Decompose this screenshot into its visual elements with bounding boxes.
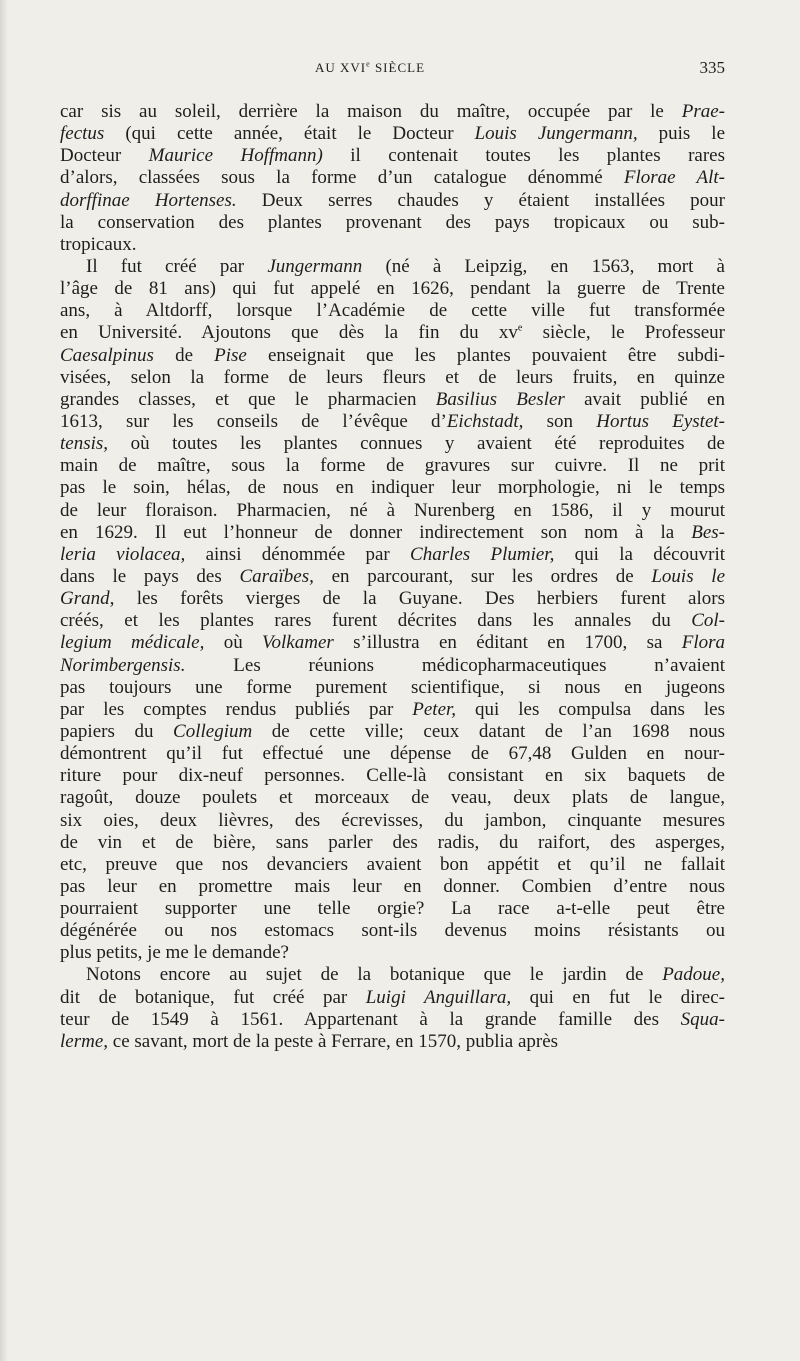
text-run: Docteur <box>60 145 149 167</box>
text-line <box>60 322 725 344</box>
text-run: main de maître, sous la forme de gravures sur cuivre. Il ne prit <box>60 455 725 477</box>
text-run: démontrent qu’il fut effectué une dépense de 67,48 Gulden en nour- <box>60 743 725 765</box>
text-line <box>60 455 725 477</box>
text-line <box>60 544 725 566</box>
text-run: en parcourant, sur les ordres de <box>313 565 652 587</box>
text-run: 1613, sur les conseils de l’évêque d’ <box>60 410 447 432</box>
italic-text-run: Caesalpinus <box>60 344 154 366</box>
running-title-rest: SIÈCLE <box>370 60 426 75</box>
text-run: papiers du <box>60 720 174 742</box>
italic-text-run: fectus <box>60 123 105 145</box>
text-line <box>60 522 725 544</box>
body-text <box>60 101 725 1053</box>
text-line <box>60 964 725 986</box>
text-line <box>60 566 725 588</box>
text-run: qui en fut le direc- <box>511 986 725 1008</box>
italic-text-run: Luigi Anguillara, <box>365 986 512 1008</box>
text-line <box>60 721 725 743</box>
text-run: ans, à Altdorff, lorsque l’Académie de cette ville fut transformée <box>60 300 725 322</box>
text-run: teur de 1549 à 1561. Appartenant à la grande famille des <box>60 1008 681 1030</box>
italic-text-run: Flora <box>681 632 725 654</box>
text-run: avait publié en <box>564 388 725 410</box>
italic-text-run: Pise <box>214 344 247 366</box>
text-run: Il fut créé par <box>86 255 268 277</box>
italic-text-run: Louis Jungermann, <box>474 123 638 145</box>
text-run: Notons encore au sujet de la botanique que le jardin de <box>86 964 663 986</box>
text-run: où <box>204 632 263 654</box>
italic-text-run: Bes- <box>691 521 725 543</box>
text-line <box>60 411 725 433</box>
text-line <box>60 167 725 189</box>
text-line <box>60 787 725 809</box>
running-title <box>315 60 425 76</box>
italic-text-run: Hortus Eystet- <box>596 410 725 432</box>
text-line <box>60 677 725 699</box>
text-line <box>60 699 725 721</box>
text-run: de cette ville; ceux datant de l’an 1698 nous <box>252 720 725 742</box>
text-run: grandes classes, et que le pharmacien <box>60 388 436 410</box>
text-run: les forêts vierges de la Guyane. Des herbiers furent alors <box>114 588 725 610</box>
text-run: (né à Leipzig, en 1563, mort à <box>362 255 725 277</box>
text-run: puis le <box>637 123 725 145</box>
text-run: six oies, deux lièvres, des écrevisses, du jambon, cinquante mesures <box>60 809 725 831</box>
text-line <box>60 367 725 389</box>
running-title-superscript: e <box>366 59 371 69</box>
text-run: Les réunions médicopharmaceutiques n’avaient <box>185 654 725 676</box>
text-run: ainsi dénommée par <box>185 543 411 565</box>
page-binding-shadow <box>0 0 8 1361</box>
text-run: s’illustra en éditant en 1700, sa <box>333 632 682 654</box>
text-run: (qui cette année, était le Docteur <box>104 123 475 145</box>
text-run: riture pour dix-neuf personnes. Celle-là consistant en six baquets de <box>60 765 725 787</box>
running-header <box>60 60 725 80</box>
text-line <box>60 389 725 411</box>
text-run: car sis au soleil, derrière la maison du maître, occupée par le <box>60 101 682 122</box>
text-run: de vin et de bière, sans parler des radis, du raifort, des asperges, <box>60 831 725 853</box>
text-line <box>60 345 725 367</box>
text-line <box>60 300 725 322</box>
page-number: 335 <box>699 58 725 77</box>
text-line <box>60 588 725 610</box>
text-run: visées, selon la forme de leurs fleurs et de leurs fruits, en quinze <box>60 366 725 388</box>
text-line <box>60 1031 725 1053</box>
text-run: créés, et les plantes rares furent décrites dans les annales du <box>60 610 692 632</box>
text-run: de leur floraison. Pharmacien, né à Nurenberg en 1586, il y mourut <box>60 499 725 521</box>
text-line <box>60 101 725 123</box>
italic-text-run: Basilius Besler <box>435 388 565 410</box>
text-line <box>60 278 725 300</box>
italic-text-run: Volkamer <box>262 632 334 654</box>
text-line <box>60 256 725 278</box>
italic-text-run: Louis le <box>651 565 725 587</box>
italic-text-run: Caraïbes, <box>239 565 314 587</box>
text-run: son <box>523 410 597 432</box>
text-line <box>60 810 725 832</box>
italic-text-run: Florae Alt- <box>623 167 725 189</box>
text-run: d’alors, classées sous la forme d’un catalogue dénommé <box>60 167 624 189</box>
text-run: par les comptes rendus publiés par <box>60 698 413 720</box>
text-line <box>60 433 725 455</box>
text-line <box>60 234 725 256</box>
italic-text-run: legium médicale, <box>60 632 205 654</box>
text-line <box>60 655 725 677</box>
text-run: pourraient supporter une telle orgie? La race a-t-elle peut être <box>60 898 725 920</box>
text-line <box>60 898 725 920</box>
text-run: dégénérée ou nos estomacs sont-ils devenus moins résistants ou <box>60 920 725 942</box>
text-line <box>60 920 725 942</box>
italic-text-run: Padoue, <box>662 964 725 986</box>
text-line <box>60 743 725 765</box>
italic-text-run: leria violacea, <box>60 543 186 565</box>
italic-text-run: dorffinae Hortenses. <box>60 189 237 211</box>
text-run: enseignait que les plantes pouvaient être subdi- <box>246 344 725 366</box>
text-run: l’âge de 81 ans) qui fut appelé en 1626, pendant la guerre de Trente <box>60 278 725 300</box>
text-line <box>60 610 725 632</box>
italic-text-run: Norimbergensis. <box>60 654 186 676</box>
text-line <box>60 632 725 654</box>
text-line <box>60 876 725 898</box>
italic-text-run: Maurice Hoffmann) <box>148 145 323 167</box>
italic-text-run: Grand, <box>60 588 115 610</box>
text-run: tropicaux. <box>60 233 137 255</box>
text-run: qui la découvrit <box>554 543 725 565</box>
italic-text-run: Prae- <box>681 101 725 122</box>
text-run: ce savant, mort de la peste à Ferrare, en 1570, publia après <box>108 1030 559 1052</box>
text-line <box>60 477 725 499</box>
text-line <box>60 123 725 145</box>
text-run: de <box>153 344 215 366</box>
text-run: pas leur en promettre mais leur en donner. Combien d’entre nous <box>60 875 725 897</box>
text-run: il contenait toutes les plantes rares <box>322 145 725 167</box>
text-run: ragoût, douze poulets et morceaux de veau, deux plats de langue, <box>60 787 725 809</box>
text-line <box>60 832 725 854</box>
text-line <box>60 987 725 1009</box>
text-line <box>60 942 725 964</box>
text-run: pas toujours une forme purement scientifique, si nous en jugeons <box>60 676 725 698</box>
text-run: siècle, le Professeur <box>522 322 725 344</box>
text-run: qui les compulsa dans les <box>456 698 725 720</box>
text-run: plus petits, je me le demande? <box>60 942 289 964</box>
italic-text-run: Jungermann <box>267 255 363 277</box>
text-line <box>60 145 725 167</box>
italic-text-run: Col- <box>691 610 725 632</box>
italic-text-run: lerme, <box>60 1030 109 1052</box>
text-line <box>60 765 725 787</box>
text-run: dans le pays des <box>60 565 240 587</box>
text-run: en 1629. Il eut l’honneur de donner indirectement son nom à la <box>60 521 692 543</box>
text-run: où toutes les plantes connues y avaient été reproduites de <box>108 433 725 455</box>
italic-text-run: Charles Plumier, <box>410 543 555 565</box>
text-line <box>60 500 725 522</box>
text-line <box>60 1009 725 1031</box>
running-title-text: AU XVI <box>315 60 367 75</box>
italic-text-run: Eichstadt, <box>446 410 524 432</box>
text-run: dit de botanique, fut créé par <box>60 986 366 1008</box>
superscript: e <box>517 323 523 335</box>
italic-text-run: Squa- <box>680 1008 725 1030</box>
italic-text-run: Peter, <box>412 698 457 720</box>
text-run: pas le soin, hélas, de nous en indiquer leur morphologie, ni le temps <box>60 477 725 499</box>
italic-text-run: tensis, <box>60 433 109 455</box>
text-line <box>60 190 725 212</box>
text-run: en Université. Ajoutons que dès la fin du xv <box>60 322 518 344</box>
text-run: etc, preuve que nos devanciers avaient bon appétit et qu’il ne fallait <box>60 853 725 875</box>
text-line <box>60 212 725 234</box>
text-run: la conservation des plantes provenant des pays tropicaux ou sub- <box>60 211 725 233</box>
text-run: Deux serres chaudes y étaient installées pour <box>236 189 725 211</box>
italic-text-run: Collegium <box>173 720 253 742</box>
text-line <box>60 854 725 876</box>
